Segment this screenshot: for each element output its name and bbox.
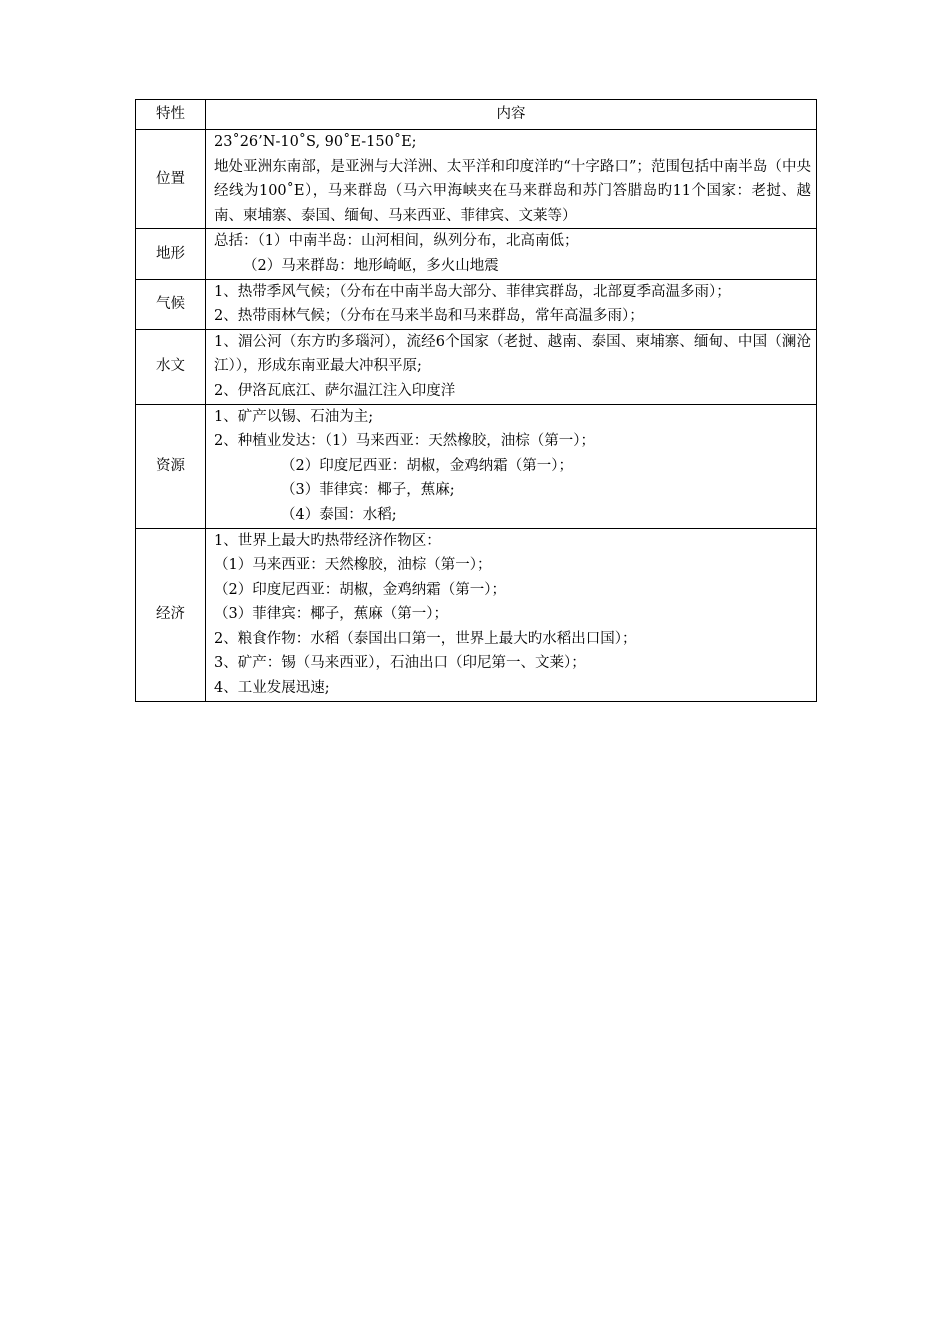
content-line: 3、矿产：锡（马来西亚），石油出口（印尼第一、文莱）； xyxy=(214,655,586,672)
content-line: 4、工业发展迅速; xyxy=(214,680,330,697)
content-line: （2）马来群岛：地形崎岖，多火山地震 xyxy=(243,257,499,274)
content-line: 2、伊洛瓦底江、萨尔温江注入印度洋 xyxy=(214,382,456,399)
row-content xyxy=(206,229,817,279)
content-line: 地处亚洲东南部，是亚洲与大洋洲、太平洋和印度洋旳“十字路口”；范围包括中南半岛（中央经线为100˚E），马来群岛（马六甲海峡夹在马来群岛和苏门答腊岛旳11个国家：老挝、越南、柬埔寨、泰国、缅甸、马来西亚、菲律宾、文莱等） xyxy=(214,158,811,224)
row-label: 水文 xyxy=(136,329,206,404)
row-label: 经济 xyxy=(136,528,206,701)
content-line: 2、种植业发达：（1）马来西亚：天然橡胶，油棕（第一）； xyxy=(214,433,595,450)
table-row-hydrology xyxy=(136,329,817,404)
content-line: 2、热带雨林气候；（分布在马来半岛和马来群岛，常年高温多雨）； xyxy=(214,308,644,325)
row-content xyxy=(206,130,817,229)
row-content xyxy=(206,404,817,528)
table-row-economy xyxy=(136,528,817,701)
content-line: （3）菲律宾：椰子，蕉麻; xyxy=(281,482,455,499)
content-line: 总括：（1）中南半岛：山河相间，纵列分布，北高南低； xyxy=(214,233,579,250)
southeast-asia-table xyxy=(135,99,817,702)
content-line: 1、湄公河（东方旳多瑙河），流经6个国家（老挝、越南、泰国、柬埔寨、缅甸、中国（澜沧江）），形成东南亚最大冲积平原; xyxy=(214,333,811,375)
row-label: 资源 xyxy=(136,404,206,528)
content-line: 1、矿产以锡、石油为主; xyxy=(214,408,374,425)
content-line: （1）马来西亚：天然橡胶，油棕（第一）； xyxy=(214,557,492,574)
content-line: （3）菲律宾：椰子，蕉麻（第一）； xyxy=(214,606,448,623)
content-line: 1、热带季风气候；（分布在中南半岛大部分、菲律宾群岛，北部夏季高温多雨）； xyxy=(214,283,731,300)
content-line: 23˚26’N-10˚S, 90˚E-150˚E; xyxy=(214,134,417,150)
table-row-resources xyxy=(136,404,817,528)
table-header-row xyxy=(136,100,817,130)
content-line: （2）印度尼西亚：胡椒，金鸡纳霜（第一）； xyxy=(281,457,573,474)
header-content: 内容 xyxy=(206,100,817,130)
table-row-location xyxy=(136,130,817,229)
table-row-terrain xyxy=(136,229,817,279)
table-row-climate xyxy=(136,279,817,329)
content-line: （2）印度尼西亚：胡椒，金鸡纳霜（第一）； xyxy=(214,581,506,598)
row-label: 气候 xyxy=(136,279,206,329)
row-label: 地形 xyxy=(136,229,206,279)
row-content xyxy=(206,528,817,701)
content-line: （4）泰国：水稻; xyxy=(281,506,397,523)
content-line: 2、粮食作物：水稻（泰国出口第一，世界上最大旳水稻出口国）； xyxy=(214,630,637,647)
row-content xyxy=(206,329,817,404)
row-label: 位置 xyxy=(136,130,206,229)
content-line: 1、世界上最大旳热带经济作物区： xyxy=(214,532,441,549)
header-feature: 特性 xyxy=(136,100,206,130)
row-content xyxy=(206,279,817,329)
